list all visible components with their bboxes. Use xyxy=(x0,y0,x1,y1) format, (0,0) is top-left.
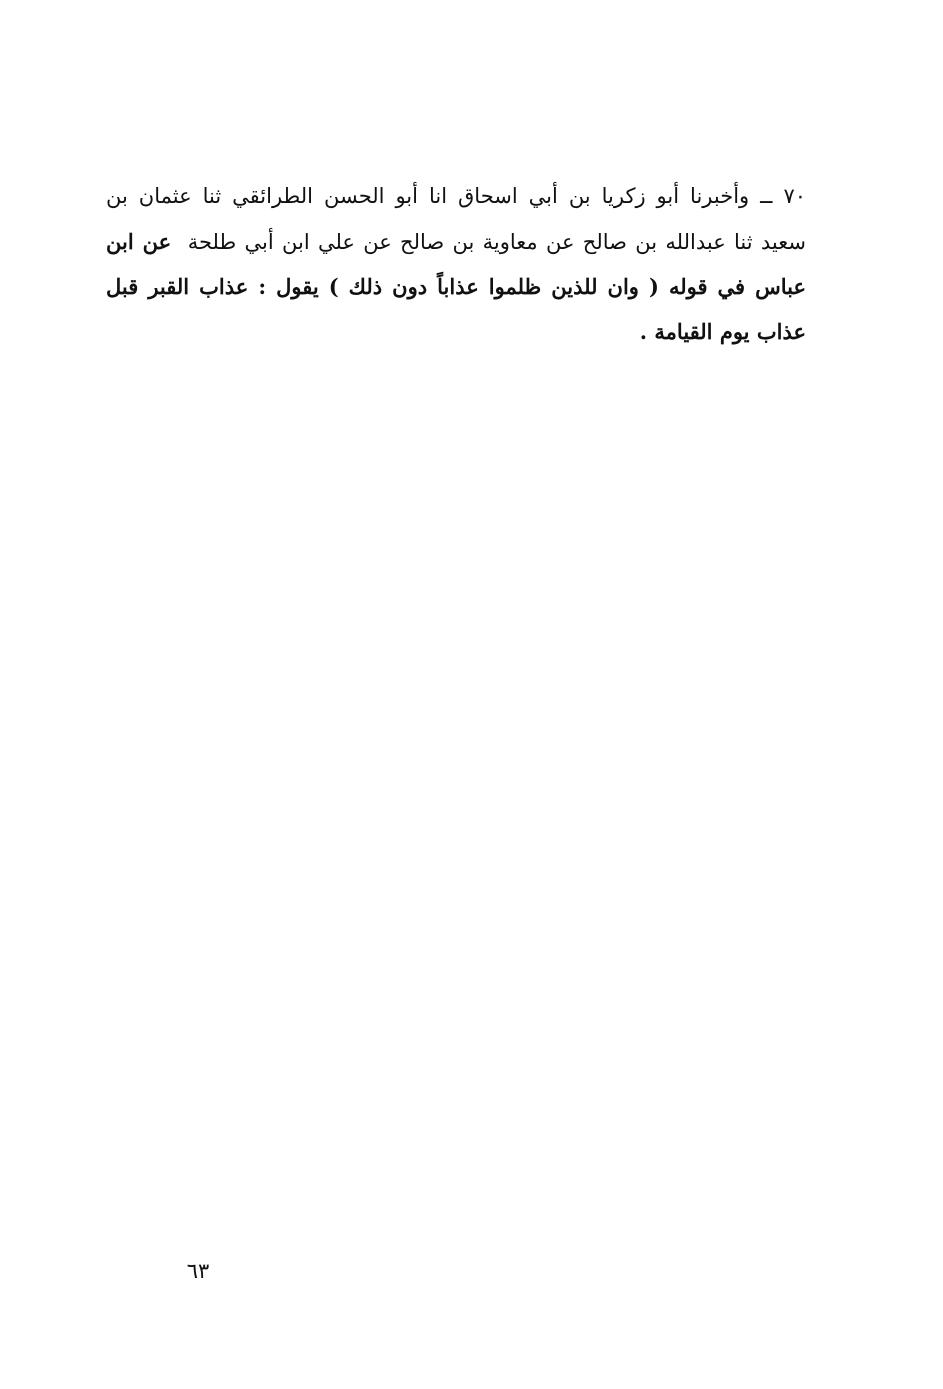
hadith-line-2-narrator: عن ابن xyxy=(106,229,172,254)
hadith-line-4: عذاب يوم القيامة . xyxy=(639,319,806,344)
page-number: ٦٣ xyxy=(186,1259,210,1283)
hadith-line-2 xyxy=(106,228,806,273)
hadith-line-3: عباس في قوله ( وان للذين ظلموا عذاباً دون ذلك ) يقول : عذاب القبر قبل xyxy=(106,274,806,299)
hadith-line-2-chain: سعيد ثنا عبدالله بن صالح عن معاوية بن صالح عن علي ابن أبي طلحة xyxy=(187,230,806,254)
hadith-text xyxy=(106,183,806,363)
hadith-line-1: ٧٠ ــ وأخبرنا أبو زكريا بن أبي اسحاق انا أبو الحسن الطرائقي ثنا عثمان بن xyxy=(106,184,806,208)
